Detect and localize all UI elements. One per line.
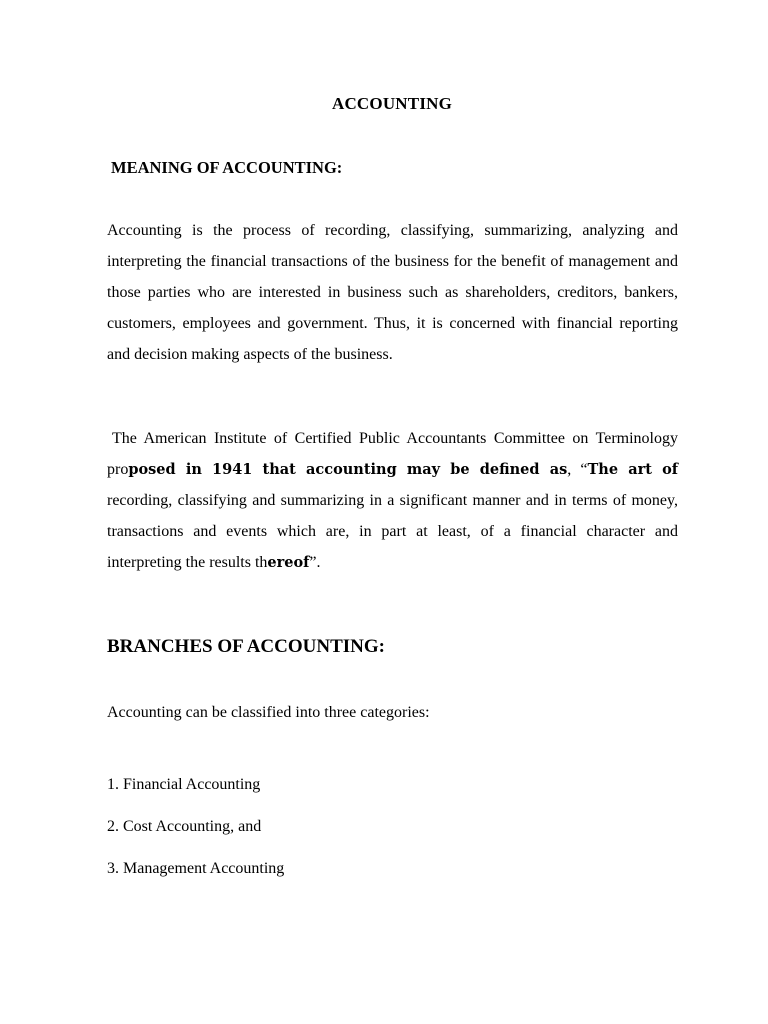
paragraph-aicpa-text-6: ereof (267, 554, 310, 571)
paragraph-aicpa-text-5: recording, classifying and summarizing in a significant manner and in terms of money, transactions and events which are, in part at least, of a financial character and interpreting the results th (107, 492, 678, 571)
paragraph-aicpa-text-4: The art of (587, 461, 678, 478)
paragraph-aicpa-text-3: , “ (567, 461, 588, 478)
list-item: 1. Financial Accounting (107, 776, 261, 793)
document-title: ACCOUNTING (331, 94, 453, 113)
list-item: 2. Cost Accounting, and (107, 818, 262, 835)
paragraph-aicpa-text-2: posed in 1941 that accounting may be defined as (128, 461, 568, 478)
meaning-heading: MEANING OF ACCOUNTING: (111, 158, 343, 177)
branches-intro: Accounting can be classified into three categories: (107, 704, 430, 721)
list-item: 3. Management Accounting (107, 860, 285, 877)
paragraph-aicpa-definition (107, 423, 678, 578)
branches-heading: BRANCHES OF ACCOUNTING: (107, 636, 385, 657)
paragraph-aicpa-text-7: ”. (309, 554, 321, 571)
paragraph-aicpa-text-1: The American Institute of Certified Public Accountants Committee on Terminology pro (107, 430, 678, 478)
paragraph-definition: Accounting is the process of recording, classifying, summarizing, analyzing and interpreting the financial transactions of the business for the benefit of management and those parties who are interested in business such as shareholders, creditors, bankers, customers, employees and government. Thus, it is concerned with financial reporting and decision making aspects of the business. (107, 222, 678, 363)
